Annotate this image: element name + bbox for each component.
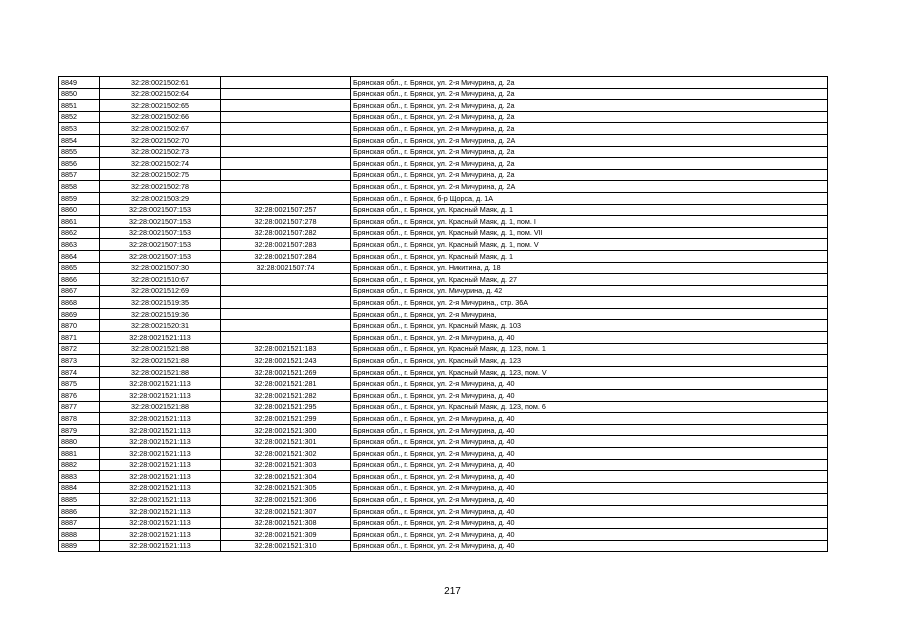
table-row	[59, 448, 828, 460]
cadastral-number-cell: 32:28:0021519:36	[100, 308, 221, 320]
cadastral-number-cell: 32:28:0021521:88	[100, 343, 221, 355]
table-row	[59, 227, 828, 239]
address-cell: Брянская обл., г. Брянск, ул. Красный Маяк, д. 123, пом. 1	[351, 343, 828, 355]
object-cadastral-number-cell: 32:28:0021521:282	[221, 390, 351, 402]
table-row	[59, 505, 828, 517]
row-number-cell: 8878	[59, 413, 100, 425]
object-cadastral-number-cell: 32:28:0021521:243	[221, 355, 351, 367]
table-row	[59, 343, 828, 355]
cadastral-number-cell: 32:28:0021521:113	[100, 378, 221, 390]
object-cadastral-number-cell	[221, 181, 351, 193]
address-cell: Брянская обл., г. Брянск, ул. 2-я Мичурина, д. 2А	[351, 134, 828, 146]
address-cell: Брянская обл., г. Брянск, ул. Красный Маяк, д. 1, пом. V	[351, 239, 828, 251]
row-number-cell: 8850	[59, 88, 100, 100]
row-number-cell: 8884	[59, 482, 100, 494]
object-cadastral-number-cell: 32:28:0021507:257	[221, 204, 351, 216]
cadastral-number-cell: 32:28:0021521:113	[100, 471, 221, 483]
table-row	[59, 320, 828, 332]
address-cell: Брянская обл., г. Брянск, ул. Красный Маяк, д. 1	[351, 204, 828, 216]
address-cell: Брянская обл., г. Брянск, ул. 2-я Мичурина, д. 40	[351, 448, 828, 460]
table-row	[59, 146, 828, 158]
row-number-cell: 8863	[59, 239, 100, 251]
address-cell: Брянская обл., г. Брянск, ул. 2-я Мичурина, д. 40	[351, 424, 828, 436]
table-row	[59, 158, 828, 170]
row-number-cell: 8879	[59, 424, 100, 436]
cadastral-number-cell: 32:28:0021502:74	[100, 158, 221, 170]
object-cadastral-number-cell: 32:28:0021521:302	[221, 448, 351, 460]
row-number-cell: 8874	[59, 366, 100, 378]
row-number-cell: 8853	[59, 123, 100, 135]
address-cell: Брянская обл., г. Брянск, ул. Красный Маяк, д. 123, пом. V	[351, 366, 828, 378]
cadastral-number-cell: 32:28:0021507:30	[100, 262, 221, 274]
address-cell: Брянская обл., г. Брянск, ул. 2-я Мичурина, д. 2а	[351, 123, 828, 135]
row-number-cell: 8860	[59, 204, 100, 216]
cadastral-number-cell: 32:28:0021502:66	[100, 111, 221, 123]
cadastral-number-cell: 32:28:0021521:113	[100, 540, 221, 552]
object-cadastral-number-cell: 32:28:0021521:269	[221, 366, 351, 378]
address-cell: Брянская обл., г. Брянск, ул. 2-я Мичурина, д. 40	[351, 529, 828, 541]
table-row	[59, 308, 828, 320]
cadastral-number-cell: 32:28:0021521:113	[100, 413, 221, 425]
row-number-cell: 8871	[59, 332, 100, 344]
table-row	[59, 540, 828, 552]
row-number-cell: 8877	[59, 401, 100, 413]
table-row	[59, 204, 828, 216]
object-cadastral-number-cell: 32:28:0021521:305	[221, 482, 351, 494]
address-cell: Брянская обл., г. Брянск, ул. 2-я Мичурина, д. 2а	[351, 158, 828, 170]
cadastral-number-cell: 32:28:0021502:70	[100, 134, 221, 146]
object-cadastral-number-cell	[221, 158, 351, 170]
address-cell: Брянская обл., г. Брянск, ул. Красный Маяк, д. 1	[351, 250, 828, 262]
address-cell: Брянская обл., г. Брянск, ул. 2-я Мичурина, д. 40	[351, 540, 828, 552]
table-row	[59, 436, 828, 448]
table-row	[59, 239, 828, 251]
object-cadastral-number-cell: 32:28:0021521:183	[221, 343, 351, 355]
cadastral-number-cell: 32:28:0021521:113	[100, 529, 221, 541]
address-cell: Брянская обл., г. Брянск, ул. 2-я Мичурина, д. 40	[351, 517, 828, 529]
table-row	[59, 285, 828, 297]
row-number-cell: 8851	[59, 100, 100, 112]
cadastral-number-cell: 32:28:0021521:113	[100, 390, 221, 402]
table-row	[59, 424, 828, 436]
row-number-cell: 8872	[59, 343, 100, 355]
cadastral-number-cell: 32:28:0021502:73	[100, 146, 221, 158]
address-cell: Брянская обл., г. Брянск, ул. 2-я Мичурина, д. 40	[351, 436, 828, 448]
address-cell: Брянская обл., г. Брянск, ул. Красный Маяк, д. 123, пом. 6	[351, 401, 828, 413]
cadastral-number-cell: 32:28:0021521:113	[100, 505, 221, 517]
object-cadastral-number-cell: 32:28:0021507:278	[221, 216, 351, 228]
row-number-cell: 8867	[59, 285, 100, 297]
object-cadastral-number-cell: 32:28:0021521:306	[221, 494, 351, 506]
cadastral-number-cell: 32:28:0021520:31	[100, 320, 221, 332]
cadastral-number-cell: 32:28:0021507:153	[100, 250, 221, 262]
object-cadastral-number-cell: 32:28:0021521:295	[221, 401, 351, 413]
row-number-cell: 8856	[59, 158, 100, 170]
row-number-cell: 8888	[59, 529, 100, 541]
object-cadastral-number-cell: 32:28:0021521:304	[221, 471, 351, 483]
address-cell: Брянская обл., г. Брянск, ул. 2-я Мичурина, д. 40	[351, 459, 828, 471]
row-number-cell: 8854	[59, 134, 100, 146]
address-cell: Брянская обл., г. Брянск, ул. 2-я Мичурина, д. 40	[351, 471, 828, 483]
row-number-cell: 8885	[59, 494, 100, 506]
table-row	[59, 262, 828, 274]
table-row	[59, 390, 828, 402]
cadastral-number-cell: 32:28:0021521:113	[100, 482, 221, 494]
object-cadastral-number-cell	[221, 134, 351, 146]
table-row	[59, 401, 828, 413]
row-number-cell: 8880	[59, 436, 100, 448]
object-cadastral-number-cell: 32:28:0021507:284	[221, 250, 351, 262]
address-cell: Брянская обл., г. Брянск, ул. Никитина, д. 18	[351, 262, 828, 274]
object-cadastral-number-cell: 32:28:0021521:301	[221, 436, 351, 448]
cadastral-number-cell: 32:28:0021507:153	[100, 227, 221, 239]
row-number-cell: 8849	[59, 77, 100, 89]
table-row	[59, 471, 828, 483]
object-cadastral-number-cell: 32:28:0021521:299	[221, 413, 351, 425]
row-number-cell: 8886	[59, 505, 100, 517]
object-cadastral-number-cell: 32:28:0021521:310	[221, 540, 351, 552]
page-number: 217	[444, 586, 461, 597]
cadastral-number-cell: 32:28:0021507:153	[100, 239, 221, 251]
cadastral-number-cell: 32:28:0021521:113	[100, 517, 221, 529]
cadastral-number-cell: 32:28:0021521:113	[100, 459, 221, 471]
cadastral-number-cell: 32:28:0021510:67	[100, 274, 221, 286]
table-row	[59, 250, 828, 262]
cadastral-number-cell: 32:28:0021502:64	[100, 88, 221, 100]
object-cadastral-number-cell	[221, 146, 351, 158]
object-cadastral-number-cell: 32:28:0021507:282	[221, 227, 351, 239]
table-row	[59, 274, 828, 286]
table-row	[59, 413, 828, 425]
row-number-cell: 8882	[59, 459, 100, 471]
table-row	[59, 366, 828, 378]
table-row	[59, 517, 828, 529]
row-number-cell: 8855	[59, 146, 100, 158]
address-cell: Брянская обл., г. Брянск, ул. 2-я Мичурина, д. 2А	[351, 181, 828, 193]
cadastral-number-cell: 32:28:0021521:113	[100, 424, 221, 436]
object-cadastral-number-cell	[221, 169, 351, 181]
cadastral-number-cell: 32:28:0021512:69	[100, 285, 221, 297]
row-number-cell: 8859	[59, 192, 100, 204]
object-cadastral-number-cell: 32:28:0021521:281	[221, 378, 351, 390]
cadastral-number-cell: 32:28:0021502:61	[100, 77, 221, 89]
table-row	[59, 77, 828, 89]
table-row	[59, 459, 828, 471]
address-cell: Брянская обл., г. Брянск, ул. Красный Маяк, д. 123	[351, 355, 828, 367]
address-cell: Брянская обл., г. Брянск, ул. 2-я Мичурина, д. 40	[351, 332, 828, 344]
object-cadastral-number-cell	[221, 308, 351, 320]
cadastral-number-cell: 32:28:0021502:67	[100, 123, 221, 135]
row-number-cell: 8866	[59, 274, 100, 286]
object-cadastral-number-cell: 32:28:0021521:307	[221, 505, 351, 517]
table-row	[59, 100, 828, 112]
row-number-cell: 8875	[59, 378, 100, 390]
row-number-cell: 8858	[59, 181, 100, 193]
object-cadastral-number-cell: 32:28:0021521:303	[221, 459, 351, 471]
table-row	[59, 494, 828, 506]
table-row	[59, 482, 828, 494]
row-number-cell: 8852	[59, 111, 100, 123]
address-cell: Брянская обл., г. Брянск, б-р Щорса, д. 1А	[351, 192, 828, 204]
table-row	[59, 192, 828, 204]
object-cadastral-number-cell	[221, 77, 351, 89]
address-cell: Брянская обл., г. Брянск, ул. Красный Маяк, д. 27	[351, 274, 828, 286]
cadastral-number-cell: 32:28:0021507:153	[100, 216, 221, 228]
table-row	[59, 123, 828, 135]
row-number-cell: 8861	[59, 216, 100, 228]
object-cadastral-number-cell	[221, 297, 351, 309]
address-cell: Брянская обл., г. Брянск, ул. 2-я Мичурина, д. 40	[351, 378, 828, 390]
object-cadastral-number-cell	[221, 320, 351, 332]
object-cadastral-number-cell	[221, 192, 351, 204]
address-cell: Брянская обл., г. Брянск, ул. 2-я Мичурина, д. 40	[351, 413, 828, 425]
address-cell: Брянская обл., г. Брянск, ул. 2-я Мичурина, д. 40	[351, 494, 828, 506]
row-number-cell: 8870	[59, 320, 100, 332]
cadastral-number-cell: 32:28:0021519:35	[100, 297, 221, 309]
object-cadastral-number-cell	[221, 111, 351, 123]
object-cadastral-number-cell	[221, 332, 351, 344]
object-cadastral-number-cell: 32:28:0021521:308	[221, 517, 351, 529]
cadastral-number-cell: 32:28:0021521:88	[100, 401, 221, 413]
cadastral-number-cell: 32:28:0021521:113	[100, 448, 221, 460]
row-number-cell: 8857	[59, 169, 100, 181]
row-number-cell: 8873	[59, 355, 100, 367]
table-row	[59, 88, 828, 100]
address-cell: Брянская обл., г. Брянск, ул. 2-я Мичурина, д. 2а	[351, 111, 828, 123]
object-cadastral-number-cell	[221, 274, 351, 286]
address-cell: Брянская обл., г. Брянск, ул. 2-я Мичурина, д. 2а	[351, 146, 828, 158]
cadastral-number-cell: 32:28:0021521:113	[100, 494, 221, 506]
row-number-cell: 8864	[59, 250, 100, 262]
cadastral-number-cell: 32:28:0021502:75	[100, 169, 221, 181]
table-row	[59, 297, 828, 309]
cadastral-number-cell: 32:28:0021503:29	[100, 192, 221, 204]
address-cell: Брянская обл., г. Брянск, ул. Красный Маяк, д. 103	[351, 320, 828, 332]
cadastral-number-cell: 32:28:0021521:113	[100, 332, 221, 344]
address-cell: Брянская обл., г. Брянск, ул. 2-я Мичурина, д. 2а	[351, 88, 828, 100]
object-cadastral-number-cell	[221, 285, 351, 297]
address-cell: Брянская обл., г. Брянск, ул. 2-я Мичурина,, стр. 36А	[351, 297, 828, 309]
cadastral-number-cell: 32:28:0021521:88	[100, 355, 221, 367]
table-row	[59, 529, 828, 541]
object-cadastral-number-cell: 32:28:0021521:300	[221, 424, 351, 436]
address-cell: Брянская обл., г. Брянск, ул. Красный Маяк, д. 1, пом. VII	[351, 227, 828, 239]
address-cell: Брянская обл., г. Брянск, ул. Красный Маяк, д. 1, пом. I	[351, 216, 828, 228]
address-cell: Брянская обл., г. Брянск, ул. 2-я Мичурина, д. 40	[351, 390, 828, 402]
table-row	[59, 355, 828, 367]
object-cadastral-number-cell	[221, 88, 351, 100]
object-cadastral-number-cell	[221, 123, 351, 135]
row-number-cell: 8883	[59, 471, 100, 483]
cadastral-number-cell: 32:28:0021502:78	[100, 181, 221, 193]
row-number-cell: 8876	[59, 390, 100, 402]
table-row	[59, 134, 828, 146]
registry-table-body	[59, 77, 828, 552]
registry-table	[58, 76, 828, 552]
table-row	[59, 378, 828, 390]
table-row	[59, 332, 828, 344]
table-row	[59, 169, 828, 181]
address-cell: Брянская обл., г. Брянск, ул. 2-я Мичурина, д. 40	[351, 505, 828, 517]
address-cell: Брянская обл., г. Брянск, ул. 2-я Мичурина, д. 40	[351, 482, 828, 494]
object-cadastral-number-cell	[221, 100, 351, 112]
address-cell: Брянская обл., г. Брянск, ул. 2-я Мичурина, д. 2а	[351, 169, 828, 181]
cadastral-number-cell: 32:28:0021521:113	[100, 436, 221, 448]
object-cadastral-number-cell: 32:28:0021507:74	[221, 262, 351, 274]
row-number-cell: 8862	[59, 227, 100, 239]
object-cadastral-number-cell: 32:28:0021521:309	[221, 529, 351, 541]
row-number-cell: 8889	[59, 540, 100, 552]
table-row	[59, 181, 828, 193]
table-row	[59, 111, 828, 123]
cadastral-number-cell: 32:28:0021502:65	[100, 100, 221, 112]
address-cell: Брянская обл., г. Брянск, ул. Мичурина, д. 42	[351, 285, 828, 297]
row-number-cell: 8868	[59, 297, 100, 309]
row-number-cell: 8887	[59, 517, 100, 529]
address-cell: Брянская обл., г. Брянск, ул. 2-я Мичурина, д. 2а	[351, 77, 828, 89]
object-cadastral-number-cell: 32:28:0021507:283	[221, 239, 351, 251]
table-row	[59, 216, 828, 228]
row-number-cell: 8869	[59, 308, 100, 320]
row-number-cell: 8881	[59, 448, 100, 460]
cadastral-number-cell: 32:28:0021521:88	[100, 366, 221, 378]
row-number-cell: 8865	[59, 262, 100, 274]
address-cell: Брянская обл., г. Брянск, ул. 2-я Мичурина,	[351, 308, 828, 320]
address-cell: Брянская обл., г. Брянск, ул. 2-я Мичурина, д. 2а	[351, 100, 828, 112]
cadastral-number-cell: 32:28:0021507:153	[100, 204, 221, 216]
